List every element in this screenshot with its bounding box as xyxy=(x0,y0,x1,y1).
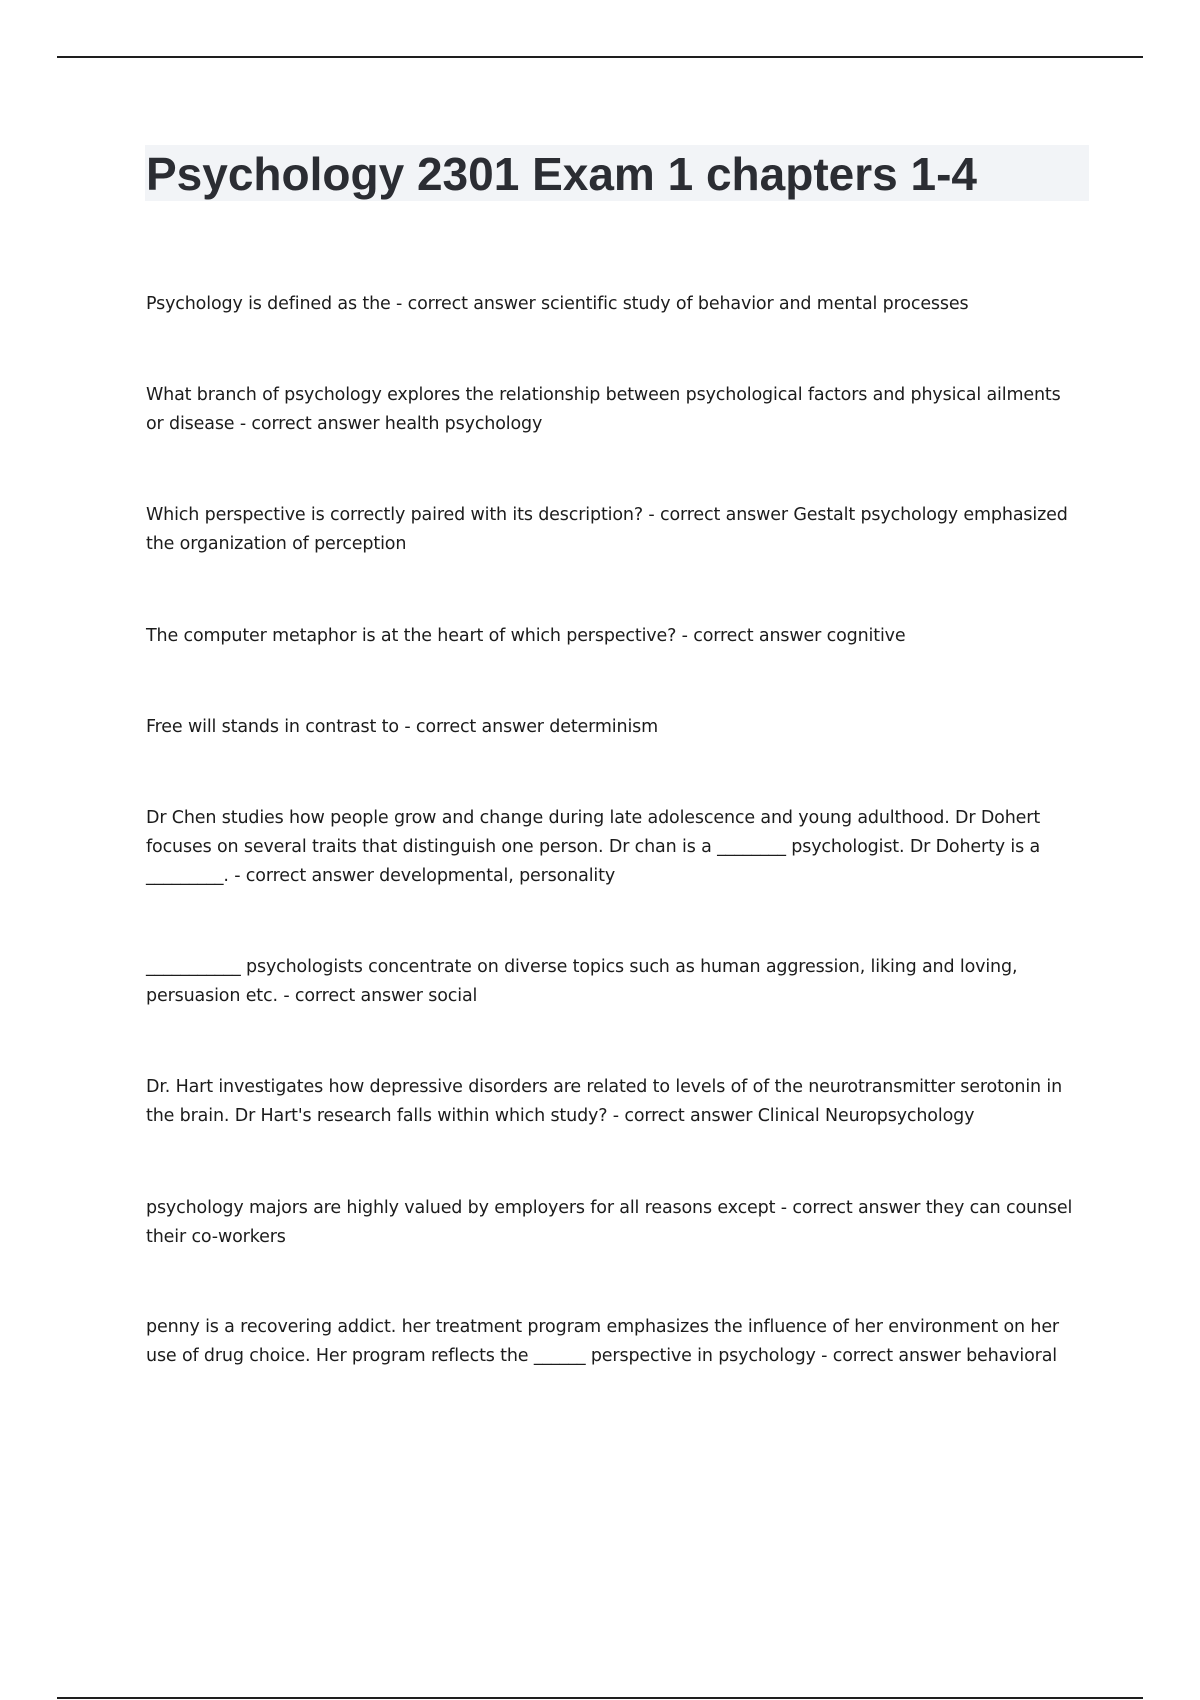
qa-item-9: psychology majors are highly valued by employers for all reasons except - correct answer they can counsel their co-workers xyxy=(146,1198,1073,1247)
qa-item-8: Dr. Hart investigates how depressive disorders are related to levels of of the neurotransmitter serotonin in the brain. Dr Hart's research falls within which study? - correct answer Clinical Neuropsychology xyxy=(146,1077,1063,1126)
bottom-rule xyxy=(57,1697,1143,1699)
qa-item-2: What branch of psychology explores the relationship between psychological factors and physical ailments or disease - correct answer health psychology xyxy=(146,385,1061,434)
qa-item-10: penny is a recovering addict. her treatment program emphasizes the influence of her environment on her use of drug choice. Her program reflects the ______ perspective in psychology - correct answer behavioral xyxy=(146,1317,1059,1366)
qa-item-4: The computer metaphor is at the heart of which perspective? - correct answer cognitive xyxy=(146,626,906,646)
page-title: Psychology 2301 Exam 1 chapters 1-4 xyxy=(146,148,977,200)
qa-item-6: Dr Chen studies how people grow and change during late adolescence and young adulthood. Dr Dohert focuses on several traits that distinguish one person. Dr chan is a ________ psychologist. Dr Doherty is a _________. - correct answer developmental, personality xyxy=(146,808,1041,886)
qa-item-7: ___________ psychologists concentrate on diverse topics such as human aggression, liking and loving, persuasion etc. - correct answer social xyxy=(146,957,1018,1006)
qa-item-1: Psychology is defined as the - correct answer scientific study of behavior and mental processes xyxy=(146,294,969,314)
qa-item-5: Free will stands in contrast to - correct answer determinism xyxy=(146,717,659,737)
top-rule xyxy=(57,56,1143,58)
qa-item-3: Which perspective is correctly paired with its description? - correct answer Gestalt psychology emphasized the organization of perception xyxy=(146,505,1068,554)
